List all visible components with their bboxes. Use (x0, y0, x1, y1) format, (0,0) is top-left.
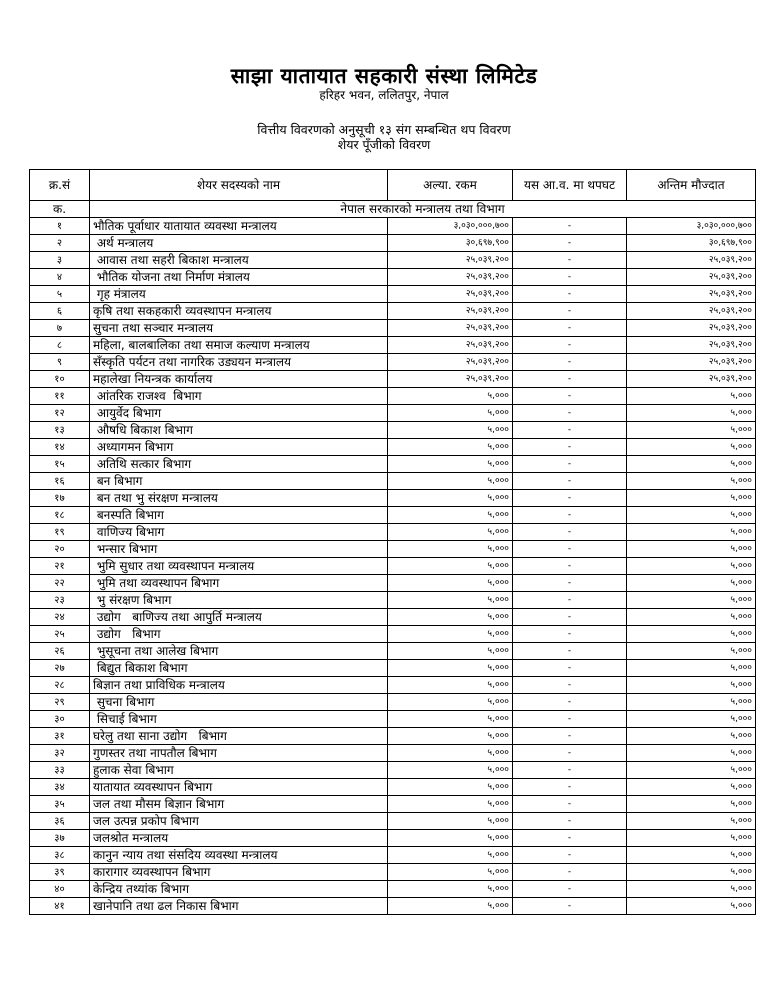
row-serial: ८ (30, 337, 90, 354)
row-member-name: बिद्युत बिकाश बिभाग (90, 660, 388, 677)
row-amount: ५,००० (388, 864, 513, 881)
table-row (30, 541, 756, 558)
row-member-name: जलश्रोत मन्त्रालय (90, 830, 388, 847)
column-header-change: यस आ.व. मा थपघट (513, 170, 627, 201)
row-member-name: महालेखा नियन्त्रक कार्यालय (90, 371, 388, 388)
row-closing: २५,०३९,२०० (627, 320, 756, 337)
row-amount: ५,००० (388, 456, 513, 473)
row-closing: ५,००० (627, 762, 756, 779)
row-change: - (513, 269, 627, 286)
table-row (30, 779, 756, 796)
table-row (30, 252, 756, 269)
table-row (30, 643, 756, 660)
row-amount: २५,०३९,२०० (388, 286, 513, 303)
row-amount: ५,००० (388, 762, 513, 779)
row-serial: ३४ (30, 779, 90, 796)
table-row (30, 490, 756, 507)
row-member-name: कारागार व्यवस्थापन बिभाग (90, 864, 388, 881)
row-serial: ७ (30, 320, 90, 337)
row-change: - (513, 779, 627, 796)
row-closing: ५,००० (627, 609, 756, 626)
column-header-closing: अन्तिम मौज्दात (627, 170, 756, 201)
row-member-name: बनस्पति बिभाग (90, 507, 388, 524)
row-closing: ५,००० (627, 711, 756, 728)
row-amount: ५,००० (388, 388, 513, 405)
row-change: - (513, 337, 627, 354)
column-header-serial: क्र.सं (30, 170, 90, 201)
table-row (30, 898, 756, 915)
row-member-name: सुचना बिभाग (90, 694, 388, 711)
table-row (30, 337, 756, 354)
row-amount: ५,००० (388, 541, 513, 558)
table-row (30, 218, 756, 235)
row-closing: २५,०३९,२०० (627, 303, 756, 320)
row-member-name: भुसूचना तथा आलेख बिभाग (90, 643, 388, 660)
row-change: - (513, 609, 627, 626)
table-row (30, 507, 756, 524)
row-serial: ३ (30, 252, 90, 269)
row-change: - (513, 439, 627, 456)
row-change: - (513, 762, 627, 779)
row-amount: ५,००० (388, 439, 513, 456)
row-serial: ३० (30, 711, 90, 728)
row-serial: १२ (30, 405, 90, 422)
row-change: - (513, 320, 627, 337)
row-amount: ५,००० (388, 677, 513, 694)
row-change: - (513, 796, 627, 813)
row-amount: ५,००० (388, 609, 513, 626)
row-serial: २७ (30, 660, 90, 677)
table-row (30, 592, 756, 609)
row-closing: ५,००० (627, 745, 756, 762)
row-change: - (513, 898, 627, 915)
row-serial: ४० (30, 881, 90, 898)
row-change: - (513, 694, 627, 711)
table-row (30, 796, 756, 813)
row-change: - (513, 847, 627, 864)
table-row (30, 677, 756, 694)
row-member-name: खानेपानि तथा ढल निकास बिभाग (90, 898, 388, 915)
table-row (30, 660, 756, 677)
row-serial: १६ (30, 473, 90, 490)
row-amount: ५,००० (388, 473, 513, 490)
row-change: - (513, 830, 627, 847)
row-member-name: गुणस्तर तथा नापतौल बिभाग (90, 745, 388, 762)
row-amount: ५,००० (388, 507, 513, 524)
row-member-name: यातायात व्यवस्थापन बिभाग (90, 779, 388, 796)
document-title: साझा यातायात सहकारी संस्था लिमिटेड (230, 64, 538, 88)
row-change: - (513, 371, 627, 388)
row-amount: ५,००० (388, 745, 513, 762)
row-member-name: वाणिज्य बिभाग (90, 524, 388, 541)
table-row (30, 354, 756, 371)
row-member-name: भौतिक पूर्वाधार यातायात व्यवस्था मन्त्रालय (90, 218, 388, 235)
row-change: - (513, 575, 627, 592)
row-closing: ३,०३०,०००,७०० (627, 218, 756, 235)
row-closing: ५,००० (627, 660, 756, 677)
row-amount: ५,००० (388, 711, 513, 728)
row-member-name: सिचाई बिभाग (90, 711, 388, 728)
row-change: - (513, 541, 627, 558)
row-member-name: बिज्ञान तथा प्राविधिक मन्त्रालय (90, 677, 388, 694)
row-closing: ५,००० (627, 677, 756, 694)
row-closing: ५,००० (627, 847, 756, 864)
row-amount: ५,००० (388, 575, 513, 592)
row-member-name: उद्योग बिभाग (90, 626, 388, 643)
row-member-name: केन्द्रिय तथ्यांक बिभाग (90, 881, 388, 898)
table-row (30, 524, 756, 541)
row-closing: २५,०३९,२०० (627, 371, 756, 388)
row-serial: ३९ (30, 864, 90, 881)
row-serial: २५ (30, 626, 90, 643)
share-capital-subtitle: शेयर पूँजीको विवरण (337, 137, 431, 152)
row-serial: २ (30, 235, 90, 252)
column-header-member-name: शेयर सदस्यको नाम (90, 170, 388, 201)
row-amount: ३,०३०,०००,७०० (388, 218, 513, 235)
row-closing: ५,००० (627, 881, 756, 898)
row-member-name: उद्योग बाणिज्य तथा आपुर्ति मन्त्रालय (90, 609, 388, 626)
row-amount: ५,००० (388, 796, 513, 813)
table-row (30, 388, 756, 405)
row-closing: ५,००० (627, 541, 756, 558)
row-closing: ५,००० (627, 813, 756, 830)
table-row (30, 286, 756, 303)
row-closing: ३०,६९७,९०० (627, 235, 756, 252)
row-serial: २९ (30, 694, 90, 711)
table-row (30, 728, 756, 745)
group-code: क. (30, 201, 90, 218)
row-serial: ३१ (30, 728, 90, 745)
row-serial: ३२ (30, 745, 90, 762)
row-member-name: आयुर्वेद बिभाग (90, 405, 388, 422)
row-closing: ५,००० (627, 524, 756, 541)
row-closing: ५,००० (627, 796, 756, 813)
row-amount: २५,०३९,२०० (388, 252, 513, 269)
row-amount: २५,०३९,२०० (388, 269, 513, 286)
row-change: - (513, 422, 627, 439)
table-row (30, 847, 756, 864)
row-amount: ५,००० (388, 558, 513, 575)
table-row (30, 320, 756, 337)
row-amount: ५,००० (388, 728, 513, 745)
row-closing: ५,००० (627, 626, 756, 643)
row-serial: ३७ (30, 830, 90, 847)
row-amount: २५,०३९,२०० (388, 320, 513, 337)
table-row (30, 813, 756, 830)
row-change: - (513, 745, 627, 762)
row-amount: २५,०३९,२०० (388, 303, 513, 320)
row-member-name: भु संरक्षण बिभाग (90, 592, 388, 609)
row-serial: २१ (30, 558, 90, 575)
row-member-name: भौतिक योजना तथा निर्माण मंत्रालय (90, 269, 388, 286)
row-closing: ५,००० (627, 405, 756, 422)
row-amount: ५,००० (388, 694, 513, 711)
row-member-name: बन बिभाग (90, 473, 388, 490)
row-closing: ५,००० (627, 388, 756, 405)
table-row (30, 762, 756, 779)
row-serial: २८ (30, 677, 90, 694)
row-amount: ५,००० (388, 813, 513, 830)
row-change: - (513, 813, 627, 830)
row-serial: १७ (30, 490, 90, 507)
row-change: - (513, 490, 627, 507)
table-row (30, 269, 756, 286)
row-member-name: आंतरिक राजश्व बिभाग (90, 388, 388, 405)
row-amount: २५,०३९,२०० (388, 354, 513, 371)
table-row (30, 371, 756, 388)
row-change: - (513, 303, 627, 320)
table-row (30, 558, 756, 575)
row-member-name: आवास तथा सहरी बिकाश मन्त्रालय (90, 252, 388, 269)
row-serial: १९ (30, 524, 90, 541)
row-closing: ५,००० (627, 898, 756, 915)
table-row (30, 439, 756, 456)
row-closing: ५,००० (627, 575, 756, 592)
row-serial: ३६ (30, 813, 90, 830)
row-serial: ३८ (30, 847, 90, 864)
row-change: - (513, 660, 627, 677)
row-closing: ५,००० (627, 490, 756, 507)
row-member-name: बन तथा भु संरक्षण मन्त्रालय (90, 490, 388, 507)
row-member-name: सुचना तथा सञ्चार मन्त्रालय (90, 320, 388, 337)
row-closing: ५,००० (627, 558, 756, 575)
row-member-name: हुलाक सेवा बिभाग (90, 762, 388, 779)
column-header-amount: अल्या. रकम (388, 170, 513, 201)
row-change: - (513, 235, 627, 252)
row-member-name: अतिथि सत्कार बिभाग (90, 456, 388, 473)
row-member-name: भन्सार बिभाग (90, 541, 388, 558)
group-row (30, 201, 756, 218)
table-row (30, 422, 756, 439)
row-change: - (513, 218, 627, 235)
row-serial: २० (30, 541, 90, 558)
table-row (30, 864, 756, 881)
row-change: - (513, 405, 627, 422)
table-row (30, 711, 756, 728)
row-amount: ५,००० (388, 405, 513, 422)
row-change: - (513, 864, 627, 881)
row-member-name: अध्यागमन बिभाग (90, 439, 388, 456)
row-closing: २५,०३९,२०० (627, 269, 756, 286)
row-closing: ५,००० (627, 592, 756, 609)
row-amount: ५,००० (388, 524, 513, 541)
row-member-name: कृषि तथा सकहकारी व्यवस्थापन मन्त्रालय (90, 303, 388, 320)
row-closing: ५,००० (627, 422, 756, 439)
row-amount: ५,००० (388, 626, 513, 643)
row-amount: ५,००० (388, 643, 513, 660)
row-amount: ३०,६९७,९०० (388, 235, 513, 252)
row-closing: २५,०३९,२०० (627, 286, 756, 303)
row-serial: ४ (30, 269, 90, 286)
row-serial: ६ (30, 303, 90, 320)
group-label: नेपाल सरकारको मन्त्रालय तथा विभाग (90, 201, 756, 218)
row-member-name: भुमि सुधार तथा व्यवस्थापन मन्त्रालय (90, 558, 388, 575)
table-row (30, 405, 756, 422)
row-closing: ५,००० (627, 473, 756, 490)
row-change: - (513, 286, 627, 303)
row-amount: ५,००० (388, 660, 513, 677)
row-closing: ५,००० (627, 864, 756, 881)
row-serial: ११ (30, 388, 90, 405)
row-serial: २४ (30, 609, 90, 626)
row-serial: १० (30, 371, 90, 388)
row-serial: १५ (30, 456, 90, 473)
row-closing: ५,००० (627, 830, 756, 847)
row-closing: ५,००० (627, 779, 756, 796)
row-serial: १३ (30, 422, 90, 439)
row-serial: ९ (30, 354, 90, 371)
row-change: - (513, 558, 627, 575)
row-change: - (513, 524, 627, 541)
row-change: - (513, 677, 627, 694)
row-amount: २५,०३९,२०० (388, 371, 513, 388)
row-serial: १ (30, 218, 90, 235)
row-amount: ५,००० (388, 881, 513, 898)
row-member-name: गृह मंत्रालय (90, 286, 388, 303)
row-closing: ५,००० (627, 507, 756, 524)
row-amount: ५,००० (388, 830, 513, 847)
row-closing: ५,००० (627, 643, 756, 660)
row-member-name: जल उत्पन्न प्रकोप बिभाग (90, 813, 388, 830)
row-member-name: घरेलु तथा साना उद्योग बिभाग (90, 728, 388, 745)
row-change: - (513, 388, 627, 405)
row-change: - (513, 252, 627, 269)
row-serial: २६ (30, 643, 90, 660)
row-serial: १४ (30, 439, 90, 456)
row-serial: १८ (30, 507, 90, 524)
row-closing: ५,००० (627, 694, 756, 711)
row-amount: ५,००० (388, 592, 513, 609)
row-closing: २५,०३९,२०० (627, 354, 756, 371)
row-change: - (513, 592, 627, 609)
row-amount: २५,०३९,२०० (388, 337, 513, 354)
table-row (30, 473, 756, 490)
row-change: - (513, 728, 627, 745)
organization-address: हरिहर भवन, ललितपुर, नेपाल (319, 88, 449, 102)
row-amount: ५,००० (388, 847, 513, 864)
table-row (30, 575, 756, 592)
row-member-name: महिला, बालबालिका तथा समाज कल्याण मन्त्रालय (90, 337, 388, 354)
row-serial: ३३ (30, 762, 90, 779)
row-change: - (513, 473, 627, 490)
row-change: - (513, 626, 627, 643)
row-closing: ५,००० (627, 456, 756, 473)
row-serial: ४१ (30, 898, 90, 915)
row-amount: ५,००० (388, 490, 513, 507)
table-row (30, 694, 756, 711)
row-member-name: अर्थ मन्त्रालय (90, 235, 388, 252)
row-serial: २३ (30, 592, 90, 609)
table-row (30, 303, 756, 320)
table-row (30, 881, 756, 898)
row-change: - (513, 881, 627, 898)
row-amount: ५,००० (388, 422, 513, 439)
row-change: - (513, 354, 627, 371)
row-amount: ५,००० (388, 779, 513, 796)
table-row (30, 456, 756, 473)
table-row (30, 745, 756, 762)
share-capital-table (29, 169, 756, 915)
row-member-name: औषधि बिकाश बिभाग (90, 422, 388, 439)
table-row (30, 626, 756, 643)
table-row (30, 830, 756, 847)
row-member-name: भुमि तथा व्यवस्थापन बिभाग (90, 575, 388, 592)
row-change: - (513, 643, 627, 660)
row-member-name: जल तथा मौसम बिज्ञान बिभाग (90, 796, 388, 813)
schedule-subtitle: वित्तीय विवरणको अनुसूची १३ संग सम्बन्धित थप विवरण (257, 122, 511, 137)
table-row (30, 235, 756, 252)
row-serial: २२ (30, 575, 90, 592)
row-closing: ५,००० (627, 439, 756, 456)
row-amount: ५,००० (388, 898, 513, 915)
row-change: - (513, 456, 627, 473)
row-serial: ३५ (30, 796, 90, 813)
row-change: - (513, 711, 627, 728)
table-header-row (30, 170, 756, 201)
row-member-name: कानुन न्याय तथा संसदिय व्यवस्था मन्त्रालय (90, 847, 388, 864)
row-serial: ५ (30, 286, 90, 303)
row-change: - (513, 507, 627, 524)
row-closing: २५,०३९,२०० (627, 252, 756, 269)
table-row (30, 609, 756, 626)
row-closing: ५,००० (627, 728, 756, 745)
row-closing: २५,०३९,२०० (627, 337, 756, 354)
row-member-name: सँस्कृति पर्यटन तथा नागरिक उड्ययन मन्त्रालय (90, 354, 388, 371)
